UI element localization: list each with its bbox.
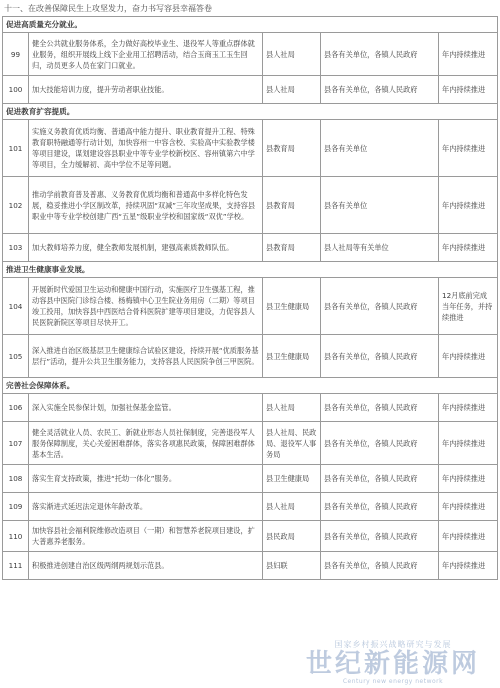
deadline: 年内持续推进	[439, 120, 498, 177]
deadline: 年内持续推进	[439, 493, 498, 521]
row-number: 105	[3, 335, 29, 378]
row-number: 106	[3, 394, 29, 422]
deadline: 年内持续推进	[439, 177, 498, 234]
partner-units: 县各有关单位	[321, 177, 439, 234]
row-number: 107	[3, 422, 29, 465]
lead-unit: 县卫生健康局	[263, 335, 321, 378]
task-text: 深入实施全民参保计划，加强社保基金监管。	[29, 394, 263, 422]
section-heading: 促进高质量充分就业。	[3, 17, 498, 33]
partner-units: 县人社局等有关单位	[321, 234, 439, 262]
partner-units: 县各有关单位，各镇人民政府	[321, 33, 439, 76]
deadline: 年内持续推进	[439, 422, 498, 465]
lead-unit: 县人社局	[263, 33, 321, 76]
row-number: 109	[3, 493, 29, 521]
task-text: 健全公共就业服务体系，全力做好高校毕业生、退役军人等重点群体就业服务，组织开展线上线下企业用工招聘活动，结合玉商玉工玉生回归，动员更多人员在家门口就业。	[29, 33, 263, 76]
task-text: 实施义务教育优质均衡、普通高中能力提升、职业教育提升工程、特殊教育职特融通等行动计划，加快容州一中容含校、实验高中实验教学楼等项目建设，谋划建设容县职业中等专业学校新校区、容州镇第六中学等项目，全力缓解初、高中学位不足等问题。	[29, 120, 263, 177]
watermark-logo-text: 世纪新能源网	[305, 649, 480, 679]
table-row	[3, 422, 498, 465]
section-heading: 推进卫生健康事业发展。	[3, 262, 498, 278]
lead-unit: 县教育局	[263, 120, 321, 177]
partner-units: 县各有关单位，各镇人民政府	[321, 422, 439, 465]
task-text: 加大教师培养力度，健全教师发展机制，建强高素质教师队伍。	[29, 234, 263, 262]
partner-units: 县各有关单位，各镇人民政府	[321, 278, 439, 335]
partner-units: 县各有关单位，各镇人民政府	[321, 335, 439, 378]
task-text: 开展新时代爱国卫生运动和健康中国行动，实施医疗卫生强基工程，推动容县中医院门诊综合楼、杨梅镇中心卫生院业务用房（二期）等项目竣工投用，加快容县中西医结合骨科医院扩建等项目建设，力促容县人民医院新院区等项目尽快开工。	[29, 278, 263, 335]
row-number: 104	[3, 278, 29, 335]
partner-units: 县各有关单位，各镇人民政府	[321, 521, 439, 552]
lead-unit: 县教育局	[263, 177, 321, 234]
table-row	[3, 394, 498, 422]
partner-units: 县各有关单位	[321, 120, 439, 177]
task-text: 落实生育支持政策，推进“托幼一体化”服务。	[29, 465, 263, 493]
table-row	[3, 33, 498, 76]
task-text: 推动学前教育普及普惠、义务教育优质均衡和普通高中多样化特色发展，稳妥推进小学区制改革，持续巩固“双减”三年攻坚成果，支持容县职业中等专业学校创建广西“五星”级职业学校和国家级“双优”学校。	[29, 177, 263, 234]
task-text: 加大技能培训力度，提升劳动者职业技能。	[29, 76, 263, 104]
deadline: 年内持续推进	[439, 394, 498, 422]
lead-unit: 县人社局、民政局、退役军人事务局	[263, 422, 321, 465]
task-text: 健全灵活就业人员、农民工、新就业形态人员社保制度，完善退役军人服务保障制度，关心关爱困难群体，落实各项惠民政策，保障困难群体基本生活。	[29, 422, 263, 465]
section-heading: 促进教育扩容提质。	[3, 104, 498, 120]
lead-unit: 县卫生健康局	[263, 278, 321, 335]
section-header-row	[3, 104, 498, 120]
lead-unit: 县人社局	[263, 493, 321, 521]
deadline: 年内持续推进	[439, 33, 498, 76]
row-number: 110	[3, 521, 29, 552]
task-text: 加快容县社会福利院维修改造项目（一期）和智慧养老院项目建设，扩大普惠养老服务。	[29, 521, 263, 552]
table-row	[3, 335, 498, 378]
task-table	[2, 16, 498, 580]
deadline: 年内持续推进	[439, 335, 498, 378]
table-row	[3, 552, 498, 580]
deadline: 年内持续推进	[439, 234, 498, 262]
section-heading: 完善社会保障体系。	[3, 378, 498, 394]
deadline: 年内持续推进	[439, 76, 498, 104]
table-row	[3, 521, 498, 552]
watermark-line3: Century new energy network	[342, 678, 444, 685]
row-number: 102	[3, 177, 29, 234]
lead-unit: 县卫生健康局	[263, 465, 321, 493]
partner-units: 县各有关单位，各镇人民政府	[321, 394, 439, 422]
table-row	[3, 278, 498, 335]
row-number: 108	[3, 465, 29, 493]
lead-unit: 县民政局	[263, 521, 321, 552]
partner-units: 县各有关单位，各镇人民政府	[321, 465, 439, 493]
lead-unit: 县教育局	[263, 234, 321, 262]
lead-unit: 县妇联	[263, 552, 321, 580]
row-number: 99	[3, 33, 29, 76]
task-text: 落实渐进式延迟法定退休年龄改革。	[29, 493, 263, 521]
lead-unit: 县人社局	[263, 394, 321, 422]
partner-units: 县各有关单位，各镇人民政府	[321, 493, 439, 521]
watermark-line1: 国家乡村振兴战略研究与发展	[334, 640, 452, 649]
row-number: 101	[3, 120, 29, 177]
deadline: 年内持续推进	[439, 552, 498, 580]
table-row	[3, 76, 498, 104]
deadline: 年内持续推进	[439, 521, 498, 552]
row-number: 103	[3, 234, 29, 262]
section-header-row	[3, 378, 498, 394]
section-header-row	[3, 17, 498, 33]
table-row	[3, 234, 498, 262]
deadline: 12月底前完成当年任务，并持续推进	[439, 278, 498, 335]
section-header-row	[3, 262, 498, 278]
partner-units: 县各有关单位，各镇人民政府	[321, 552, 439, 580]
row-number: 111	[3, 552, 29, 580]
task-text: 深入推进自治区级基层卫生健康综合试验区建设，持续开展“优质服务基层行”活动，提升公共卫生服务能力，支持容县人民医院争创三甲医院。	[29, 335, 263, 378]
table-row	[3, 493, 498, 521]
task-text: 积极推进创建自治区级两纲两规划示范县。	[29, 552, 263, 580]
row-number: 100	[3, 76, 29, 104]
document-title: 十一、在改善保障民生上攻坚发力，奋力书写容县幸福答卷	[4, 4, 212, 13]
partner-units: 县各有关单位，各镇人民政府	[321, 76, 439, 104]
watermark	[306, 639, 480, 685]
deadline: 年内持续推进	[439, 465, 498, 493]
lead-unit: 县人社局	[263, 76, 321, 104]
table-row	[3, 465, 498, 493]
table-row	[3, 120, 498, 177]
table-row	[3, 177, 498, 234]
